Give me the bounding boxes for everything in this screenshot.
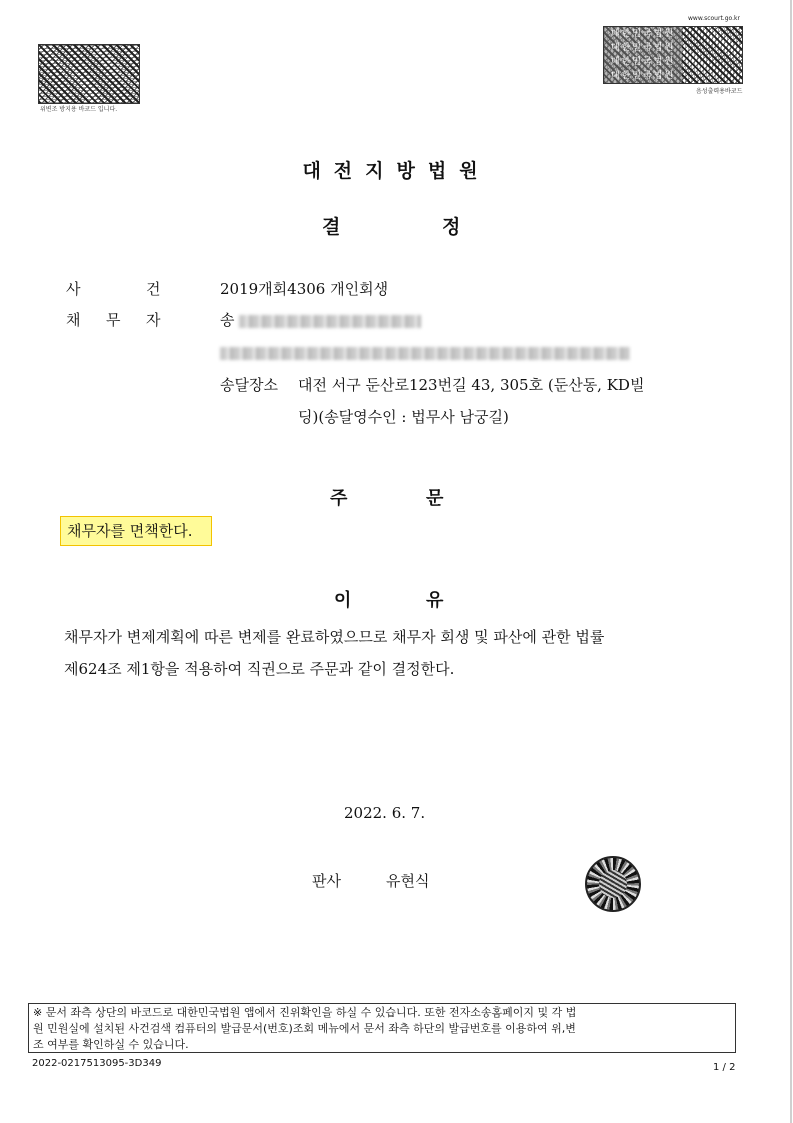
redacted-personal-info — [239, 315, 421, 328]
judge-seal — [585, 856, 641, 912]
court-emblem-watermark: 대한민국법원 대한민국법원 대한민국법원 대한민국법원 — [604, 27, 682, 83]
scourt-url: www.scourt.go.kr — [688, 15, 740, 22]
notice-line-3: 조 여부를 확인하실 수 있습니다. — [33, 1038, 189, 1051]
reason-heading-1: 이 — [334, 590, 352, 611]
debtor-label-2: 무 — [106, 311, 121, 329]
page-number: 1 / 2 — [713, 1062, 736, 1073]
debtor-label-1: 채 — [66, 311, 81, 329]
order-heading-1: 주 — [330, 488, 348, 509]
case-label-2: 건 — [146, 280, 161, 298]
delivery-line-1: 대전 서구 둔산로123번길 43, 305호 (둔산동, KD빌 — [298, 376, 645, 394]
notice-line-1: ※ 문서 좌측 상단의 바코드로 대한민국법원 앱에서 진위확인을 하실 수 있습니다. 또한 전자소송홈페이지 및 각 법 — [33, 1006, 577, 1019]
reason-heading-2: 유 — [426, 590, 444, 611]
notice-line-2: 원 민원실에 설치된 사건검색 컴퓨터의 발급문서(번호)조회 메뉴에서 문서 좌측 하단의 발급번호를 이용하여 위,변 — [33, 1022, 576, 1035]
voice-output-barcode — [603, 26, 743, 84]
court-name: 대전지방법원 — [302, 160, 491, 182]
debtor-name: 송 — [220, 309, 421, 330]
delivery-label: 송달장소 — [220, 376, 278, 394]
decision-date: 2022. 6. 7. — [344, 804, 426, 822]
debtor-address-redacted — [220, 343, 630, 362]
verification-notice — [28, 1003, 736, 1053]
case-number: 2019개회4306 개인회생 — [220, 280, 389, 298]
decision-title-first: 결 — [322, 216, 341, 238]
reason-line-2: 제624조 제1항을 적용하여 직권으로 주문과 같이 결정한다. — [64, 660, 455, 678]
judge-title: 판사 — [312, 872, 341, 890]
reason-line-1: 채무자가 변제계획에 따른 변제를 완료하였으므로 채무자 회생 및 파산에 관한 법률 — [64, 628, 605, 646]
document-issue-number: 2022-0217513095-3D349 — [32, 1058, 162, 1069]
delivery-line-2: 딩)(송달영수인 : 법무사 남궁길) — [298, 408, 509, 426]
order-text: 채무자를 면책한다. — [60, 516, 212, 546]
judge-name: 유현식 — [386, 872, 430, 890]
order-heading-2: 문 — [426, 488, 444, 509]
authenticity-barcode-caption: 위변조 방지용 바코드 입니다. — [40, 106, 118, 113]
debtor-label-3: 자 — [146, 311, 161, 329]
scan-edge — [790, 0, 792, 1123]
authenticity-barcode — [38, 44, 140, 104]
decision-title-second: 정 — [442, 216, 461, 238]
case-label-1: 사 — [66, 280, 81, 298]
voice-output-barcode-caption: 음성출력용바코드 — [696, 88, 743, 95]
